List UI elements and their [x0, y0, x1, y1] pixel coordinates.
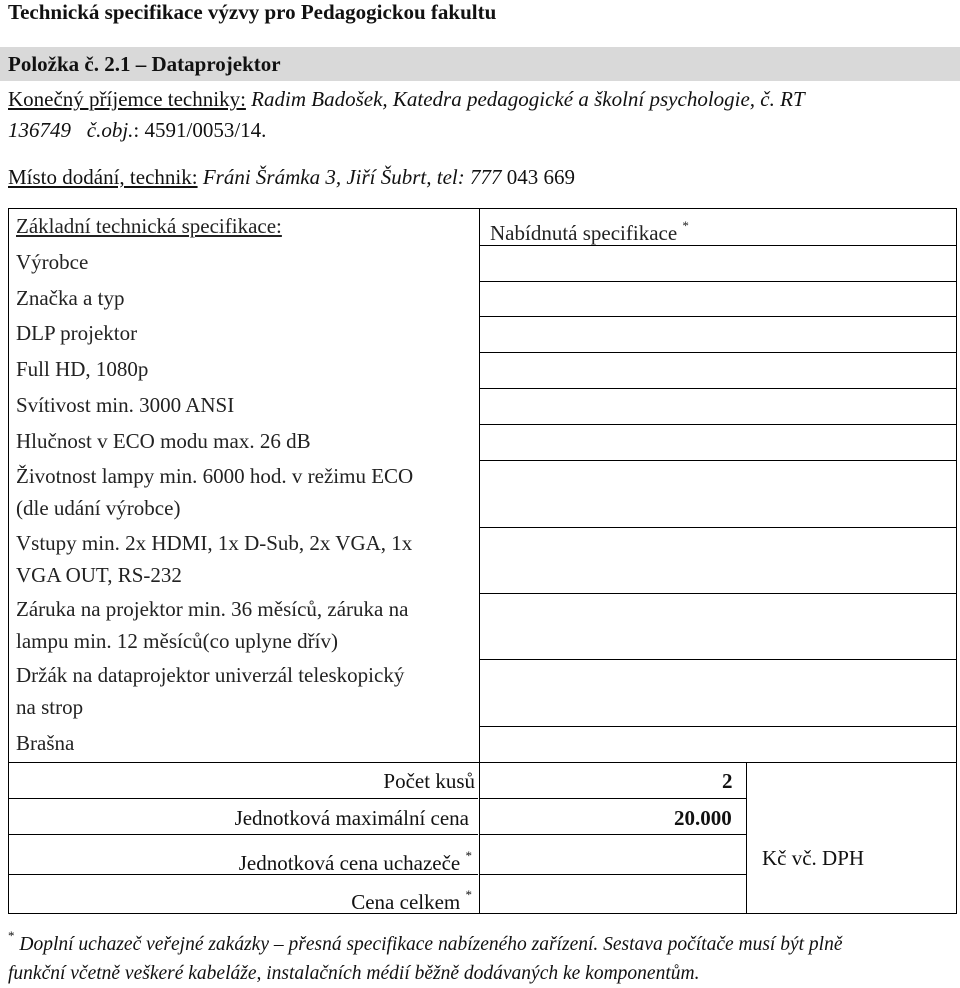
table-border-left [8, 208, 9, 914]
spec-row-text-line2: VGA OUT, RS-232 [16, 563, 182, 587]
spec-row-lamp-life [16, 460, 466, 524]
recipient-value: Radim Badošek, Katedra pedagogické a školní psychologie, č. RT [245, 87, 805, 111]
recipient-rt-number: 136749 [8, 118, 71, 142]
table-column-divider [479, 208, 480, 914]
spec-header-offered-label: Nabídnutá specifikace [490, 221, 683, 245]
spec-row-warranty [16, 593, 466, 657]
recipient-label: Konečný příjemce techniky: [8, 87, 246, 111]
row-divider [479, 527, 957, 528]
order-number: : 4591/0053/14. [133, 118, 267, 142]
footnote-mark: * [8, 928, 15, 943]
row-divider [479, 388, 957, 389]
table-border-bottom [8, 913, 957, 914]
row-divider [479, 424, 957, 425]
max-price-label: Jednotková maximální cena [234, 806, 469, 830]
spec-row-brightness [16, 388, 466, 422]
summary-divider [479, 874, 747, 875]
spec-row-brand-type [16, 281, 466, 315]
spec-row-text: Full HD, 1080p [16, 357, 149, 381]
row-divider [479, 281, 957, 282]
max-price-value: 20.000 [674, 806, 732, 830]
spec-row-text: Držák na dataprojektor univerzál teleskopický [16, 663, 405, 687]
spec-row-mount [16, 659, 466, 723]
spec-row-text-line2: (dle udání výrobce) [16, 496, 181, 520]
spec-row-text: Záruka na projektor min. 36 měsíců, záruka na [16, 597, 409, 621]
currency-column-divider [746, 762, 747, 914]
row-divider [479, 726, 957, 727]
total-label [351, 880, 472, 917]
spec-row-noise [16, 424, 466, 458]
row-divider [479, 352, 957, 353]
footnote [8, 921, 956, 988]
spec-row-text: Značka a typ [16, 286, 125, 310]
footnote-line1: Doplní uchazeč veřejné zakázky – přesná specifikace nabízeného zařízení. Sestava počítače musí být plně [14, 934, 843, 955]
count-value: 2 [722, 769, 733, 793]
spec-row-text: Hlučnost v ECO modu max. 26 dB [16, 429, 311, 453]
item-heading: Položka č. 2.1 – Dataprojektor [8, 52, 281, 76]
delivery-value: Fráni Šrámka 3, Jiří Šubrt, tel: 777 [197, 165, 502, 189]
asterisk-mark: * [465, 887, 472, 902]
delivery-phone-end: 043 669 [501, 165, 575, 189]
row-divider [479, 245, 957, 246]
spec-row-resolution [16, 352, 466, 386]
spec-row-text: Výrobce [16, 250, 89, 274]
spec-row-text: Brašna [16, 731, 75, 755]
summary-divider [8, 834, 478, 835]
delivery-info [8, 163, 575, 191]
row-divider [479, 316, 957, 317]
spec-row-manufacturer [16, 245, 466, 279]
spec-row-text: Vstupy min. 2x HDMI, 1x D-Sub, 2x VGA, 1x [16, 531, 413, 555]
document-title: Technická specifikace výzvy pro Pedagogickou fakultu [8, 0, 497, 24]
total-label-text: Cena celkem [351, 890, 466, 914]
asterisk-mark: * [465, 848, 472, 863]
delivery-label: Místo dodání, technik: [8, 165, 198, 189]
summary-divider [479, 834, 747, 835]
row-divider [479, 460, 957, 461]
bid-price-label [239, 841, 472, 878]
spec-row-text: Životnost lampy min. 6000 hod. v režimu ECO [16, 464, 414, 488]
row-divider [479, 593, 957, 594]
footnote-line2: funkční včetně veškeré kabeláže, instalačních médií běžně dodávaných ke komponentům. [8, 963, 700, 984]
order-label: č.obj. [86, 118, 134, 142]
currency-note: Kč vč. DPH [762, 846, 865, 870]
spec-row-bag [16, 726, 466, 760]
recipient-info [8, 84, 918, 146]
spec-header-basic: Základní technická specifikace: [16, 214, 282, 238]
spec-row-text-line2: lampu min. 12 měsíců(co uplyne dřív) [16, 629, 338, 653]
spec-row-text-line2: na strop [16, 695, 84, 719]
spec-row-text: Svítivost min. 3000 ANSI [16, 393, 235, 417]
spec-header-offered [490, 212, 689, 247]
table-border-top [8, 208, 957, 209]
spec-row-inputs [16, 527, 466, 591]
summary-divider [479, 798, 747, 799]
table-border-right [956, 208, 957, 914]
asterisk-mark: * [682, 218, 689, 233]
spec-row-text: DLP projektor [16, 321, 138, 345]
bid-price-label-text: Jednotková cena uchazeče [238, 851, 466, 875]
spec-row-dlp [16, 316, 466, 350]
count-label: Počet kusů [383, 769, 475, 793]
row-divider [479, 659, 957, 660]
summary-divider [8, 798, 478, 799]
spec-bottom-border [8, 762, 957, 763]
